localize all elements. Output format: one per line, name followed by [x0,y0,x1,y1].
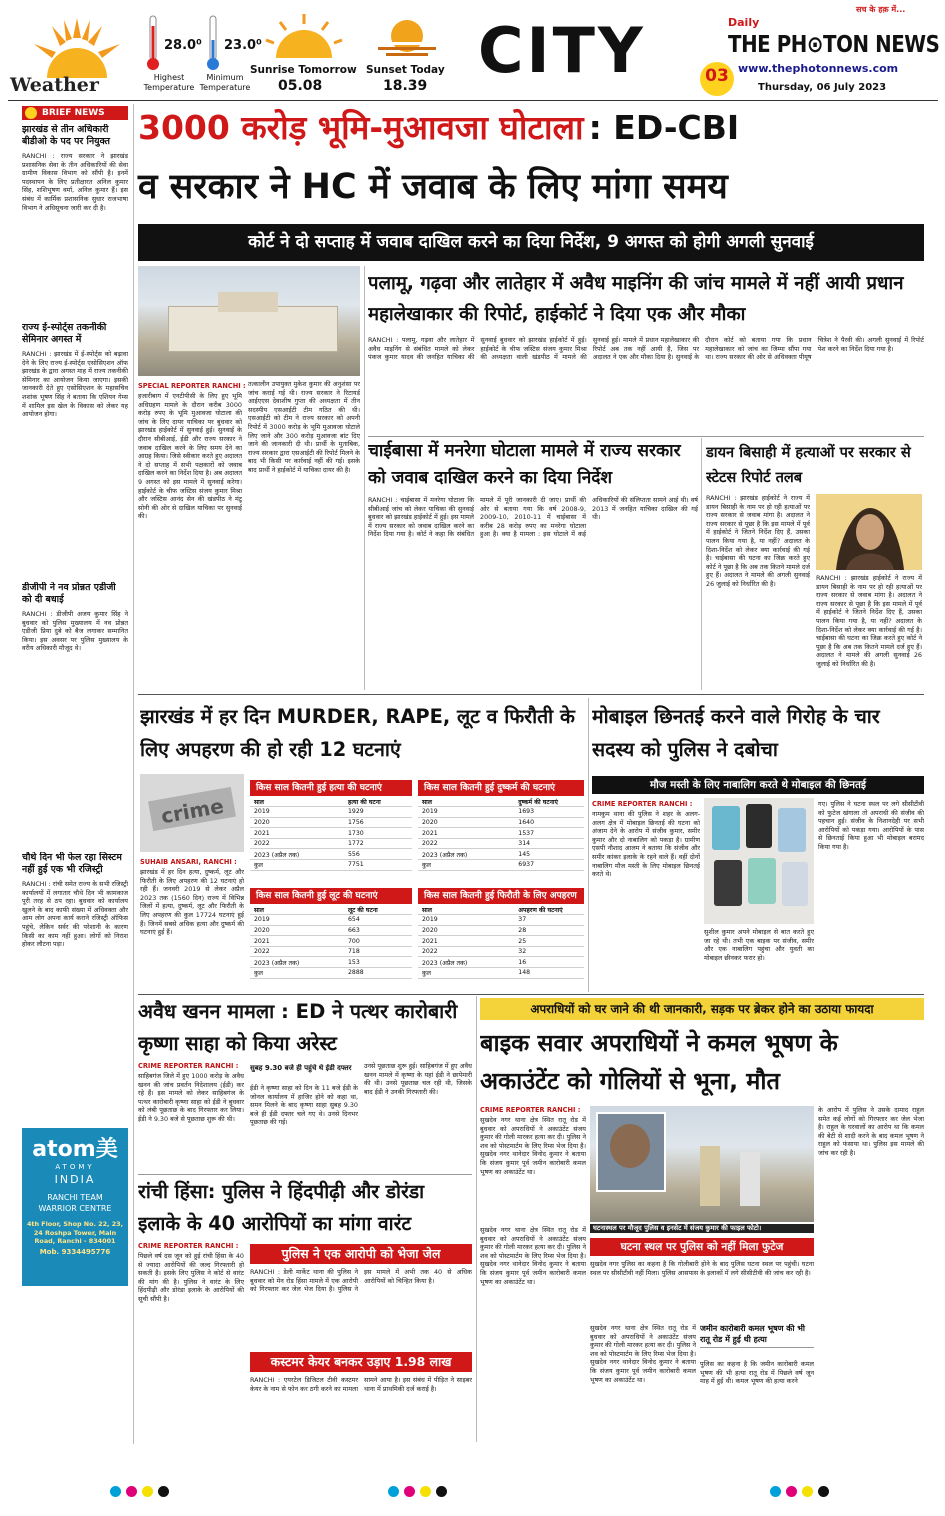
col-header: साल [418,904,514,915]
riot-text: पिछले वर्ष दस जून को हुई रांची हिंसा के 40 से ज्यादा आरोपियों की जल्द गिरफ्तारी हो सकती है। इसके लिए पुलिस ने कोर्ट से वारंट की मांग की है। पुलिस ने वारंट के लिए हिंदपीढ़ी और डोरंडा इलाके के आरोपियों की सूची सौंपी है। [138,1252,244,1303]
brief-news-label: BRIEF NEWS [22,106,128,120]
witch-text: RANCHI : झारखंड हाईकोर्ट ने राज्य में डायन बिसाही के नाम पर हो रही हत्याओं पर राज्य सरकार से जवाब मांगा है। अदालत ने राज्य सरकार से पूछा है कि इस मामले में पूर्व में हाईकोर्ट ने जितने निर्देश दिए हैं, उसका पालन किया गया है, या नहीं? अदालत के दिशा-निर्देश को लेकर क्या कार्रवाई की गई है। चाईबासा की घटना का जिक्र करते हुए कोर्ट ने पूछा है कि अब तक कितने मामले दर्ज हुए हैं। अदालत ने मामले की अगली सुनवाई 26 जुलाई को निर्धारित की है। [706,494,810,588]
cell: 2023 (अप्रैल तक) [418,957,514,968]
sidebar-divider [133,104,134,1444]
mnrega-text: RANCHI : चाईबासा में मनरेगा घोटाला कि सीबीआई जांच को लेकर याचिका की सुनवाई बुधवार को झारखंड हाईकोर्ट में हुई। इस मामले में राज्य सरकार को जवाब दाखिल करने का निर्देश दिया गया है। कोर्ट ने कहा कि संबंधित मामले में पूरी जानकारी दी जाए। प्रार्थी की ओर से बताया गया कि वर्ष 2008-9, 2009-10, 2010-11 में चाईबासा में करीब 28 करोड़ रुपए का मनरेगा घोटाला हुआ है। क्या है मामला : इस घोटाले में कई अधिकारियों की संलिप्तता सामने आई थी। वर्ष 2013 में जनहित याचिका दाखिल की गई थी। [368,496,698,539]
magenta-dot [126,1486,137,1497]
cell: 1640 [514,817,584,828]
low-temp: 23.0⁰ [224,38,262,53]
cell: 314 [514,838,584,849]
ad-mobile: Mob. 9334495776 [39,1247,111,1256]
brief-news-icon [25,107,37,119]
cell: 16 [514,957,584,968]
cell: 1730 [344,828,412,839]
cell: 25 [514,936,584,947]
sunset-time: 18.39 [383,78,428,94]
atomy-advertisement [22,1128,128,1286]
mnrega-divider [701,438,702,690]
stat-table-rape [418,780,584,884]
land-text: पुलिस का कहना है कि जमीन कारोबारी कमल भूषण की भी हत्या रातू रोड में पिछले वर्ष जून माह में हुई थी। कमल भूषण की हत्या करने [700,1360,814,1386]
brief-2-text: RANCHI : झारखंड में ई-स्पोर्ट्स को बढ़ावा देने के लिए राज्य ई-स्पोर्ट्स एसोसिएशन ऑफ झारखंड के द्वारा अगस्त माह में राज्य तकनीकी सेमिनार का आयोजन किया जाएगा। इसकी जानकारी देते हुए एसोसिएशन के महासचिव शशांक भूषण सिंह ने बताया कि एशियन गेम्स में शामिल इस खेल के विकास को लेकर यह आयोजन होगा। [22,350,128,419]
stat-table-loot [250,888,412,992]
cell: 2022 [250,946,344,957]
sidebar [22,104,128,1444]
cell: 2021 [250,828,344,839]
cell: 2022 [418,838,514,849]
sunset-label: Sunset Today [366,64,445,76]
high-temp-label: Highest Temperature [143,73,195,92]
lead-col-1: हजारीबाग में एनटीपीसी के लिए हुए भूमि अधिग्रहण मामले के दौरान करीब 3000 करोड़ रुपए के भूमि मुआवजा घोटाला की जांच के लिए दायर याचिका पर बुधवार को झारखंड हाईकोर्ट में सुनवाई हुई। सुनवाई के दौरान सीबीआई, ईडी और राज्य सरकार ने जवाब दाखिल करने के लिए समय देने का आग्रह किया। जिसे स्वीकार करते हुए अदालत ने दो सप्ताह में सभी पक्षकारों को जवाब दाखिल करने का निर्देश दिया है। अब अदालत 9 अगस्त को इस मामले में सुनवाई करेगा। हाईकोर्ट के चीफ जस्टिस संजय कुमार मिश्रा और जस्टिस आनंद सेन की खंडपीठ ने मंटू सोनी की ओर से दाखिल याचिका पर सुनवाई की। [138,392,242,521]
lead-col-2: तत्कालीन उपायुक्त मुकेश कुमार की अनुशंसा पर जांच कराई गई थी। राज्य सरकार ने रिटायर्ड आईएएस देवाशीष गुप्ता की अध्यक्षता में तीन सदस्यीय एसआईटी टीम गठित की थी। एसआईटी को टीम ने राज्य सरकार को अपनी रिपोर्ट में 3000 करोड़ के भूमि मुआवजा घोटाले लिए जाने और 300 करोड़ मुआवजा बांट दिए जाने की जानकारी दी थी। प्रार्थी के मुताबिक, राज्य सरकार द्वारा एसआईटी की रिपोर्ट मिलने के बाद भी किसी पर कार्रवाई नहीं की गई। इसके बाद प्रार्थी ने हाईकोर्ट में याचिका दायर की है। [248,380,360,474]
svg-text:crime: crime [159,793,226,829]
mobile-subhead: मौज मस्ती के लिए नाबालिग करते थे मोबाइल की छिनतई [592,776,924,794]
riot-byline: CRIME REPORTER RANCHI : [138,1242,239,1250]
ed-text-2: ईडी ने कृष्णा साहा को दिन के 11 बजे ईडी के जोनल कार्यालय में हाजिर होने को कहा था, समन मिलने के बाद कृष्णा साहा सुबह 9.30 बजे ही ईडी दफ्तर चले गए थे। उनसे दिनभर पूछताछ की गई। [250,1084,358,1127]
brief-3-headline: डीजीपी ने नव प्रोन्नत एडीजी को दी बधाई [22,582,116,605]
sunrise-icon [262,12,346,60]
mining-headline: पलामू, गढ़वा और लातेहार में अवैध माइनिंग की जांच मामले में नहीं आयी प्रधान महालेखाकार की रिपोर्ट, हाईकोर्ट ने दिया एक और मौका [368,273,904,325]
brief-4-text: RANCHI : रांची समेत राज्य के सभी रजिस्ट्री कार्यालयों में लगातार चौथे दिन भी कामकाज पूरी तरह से ठप रहा। बुधवार को कार्यालय खुलने के बाद काफी संख्या में अधिवक्ता और आम लोग अपना कार्य कराने रजिस्ट्री ऑफिस पहुंचे, लेकिन सर्वर की परेशानी के कारण किसी का काम नहीं हुआ। लोगों को निराश होकर लौटना पड़ा। [22,880,128,949]
mobile-text-2: गए। पुलिस ने घटना स्थल पर लगे सीसीटीवी को फुटेज खंगाला तो अपराधी की संजीव की पहचान हुई। संजीव के निशानदेही पर सभी आरोपियों को पकड़ा गया। आरोपियों के पास से छिनताई किया हुआ भी मोबाइल बरामद किया गया है। [818,800,924,851]
cyan-dot [770,1486,781,1497]
website: www.thephotonnews.com [738,62,899,75]
date: Thursday, 06 July 2023 [758,82,887,93]
cell: 7751 [344,860,412,871]
cell: कुल [250,860,344,871]
cell: 2020 [418,817,514,828]
col-header: अपहरण की घटनाएं [514,904,584,915]
cell: 153 [344,957,412,968]
daily-label: Daily [728,16,760,29]
cell: 2021 [250,936,344,947]
cell: 2019 [250,915,344,926]
stat-table-title: किस साल कितनी हुई फिरौती के लिए अपहरण [418,888,584,904]
masthead-divider [8,100,938,101]
shoot-headline: बाइक सवार अपराधियों ने कमल भूषण के अकाउंटेंट को गोलियों से भूना, मौत [480,1029,838,1095]
photo-caption: घटनास्थल पर मौजूद पुलिस व इनसेट में संजय कुमार की फाइल फोटो। [590,1224,814,1233]
cell: कुल [418,968,514,979]
shoot-banner: अपराधियों को घर जाने की थी जानकारी, सड़क पर ब्रेकर होने का उठाया फायदा [480,998,924,1020]
land-headline: जमीन कारोबारी कमल भूषण की भी रातू रोड में हुई थी हत्या [700,1324,814,1348]
cell: 2023 (अप्रैल तक) [418,849,514,860]
col-header: दुष्कर्म की घटनाएं [514,796,584,807]
cell: 2023 (अप्रैल तक) [250,849,344,860]
row-1-divider [138,694,924,695]
riot-jail-text: RANCHI : डेली मार्केट थाना की पुलिस ने बुधवार को मेन रोड हिंसा मामले में एक आरोपी को गिरफ्तार कर जेल भेज दिया है। पुलिस ने इस मामले में अभी तक 40 से अधिक आरोपियों को चिन्हित किया है। [250,1268,472,1294]
col-header: लूट की घटना [344,904,412,915]
section-title: CITY [478,14,646,87]
witch-text-cont: RANCHI : झारखंड हाईकोर्ट ने राज्य में डायन बिसाही के नाम पर हो रही हत्याओं पर राज्य सरकार से जवाब मांगा है। अदालत ने राज्य सरकार से पूछा है कि इस मामले में पूर्व में हाईकोर्ट ने जितने निर्देश दिए हैं, उसका पालन किया गया है, या नहीं? अदालत के दिशा-निर्देश को लेकर क्या कार्रवाई की गई है। चाईबासा की घटना का जिक्र करते हुए कोर्ट ने पूछा है कि अब तक कितने मामले दर्ज हुए हैं। अदालत ने मामले की अगली सुनवाई 26 जुलाई को निर्धारित की है। [816,574,922,668]
witch-headline: डायन बिसाही में हत्याओं पर सरकार से स्टेटस रिपोर्ट तलब [706,444,911,486]
page-number: 03 [705,66,729,86]
ed-text: साहिबगंज जिले में हुए 1000 करोड़ के अवैध खनन की जांच प्रवर्तन निदेशालय (ईडी) कर रहे हैं। इस मामले को लेकर साहिबगंज के पत्थर कारोबारी कृष्णा साहा को ईडी ने बुधवार को लंबी पूछताछ के बाद गिरफ्तार कर लिया। ईडी ने 9.30 बजे से पूछताछ शुरू की थी। [138,1072,244,1123]
shoot-text-2: के आरोप में पुलिस ने उसके दामाद राहुल समेत कई लोगों को गिरफ्तार कर जेल भेजा है। राहुल के घरवालों का आरोप था कि कमल की बेटी से शादी करने के बाद कमल भूषण ने राहुल को फंसाया था। पुलिस इस मामले की जांच कर रही है। [818,1106,924,1157]
lead-headline-line-1 [138,104,938,156]
stat-table [418,796,584,871]
ad-address: 4th Floor, Shop No. 22, 23, 24 Roshpa Tower, Main Road, Ranchi - 834001 [26,1220,124,1245]
crime-illustration [140,774,244,852]
ed-headline: अवैध खनन मामला : ED ने पत्थर कारोबारी कृष्णा साहा को किया अरेस्ट [138,1000,458,1055]
cell: 148 [514,968,584,979]
ed-text-3: उनसे पूछताछ शुरू हुई। साहिबगंज में हुए अवैध खनन मामले में कृष्णा के यहां ईडी ने छापेमारी की थी। उनसे पूछताछ चल रही थी, जिसके बाद ईडी ने उनकी गिरफ्तारी की। [364,1062,472,1096]
yellow-dot [142,1486,153,1497]
masthead [0,0,945,100]
cell: 2019 [418,915,514,926]
ad-team: RANCHI TEAM WARRIOR CENTRE [38,1193,112,1213]
cell: 2022 [250,838,344,849]
lead-building-photo [138,266,360,376]
sun-logo-icon [22,8,132,80]
cell: 654 [344,915,412,926]
shoot-text-cont: सुखदेव नगर थाना क्षेत्र स्थित रातू रोड में बुधवार को अपराधियों ने अकाउंटेंट संजय कुमार की गोली मारकर हत्या कर दी। पुलिस ने शव को पोस्टमार्टम के लिए रिम्स भेज दिया है। सुखदेव नगर थानेदार विनोद कुमार ने बताया कि संजय कुमार पूर्व जमीन कारोबारी कमल भूषण का अकाउंटेंट था। [480,1226,586,1286]
cell: 2023 (अप्रैल तक) [250,957,344,968]
cell: 718 [344,946,412,957]
cell: 1929 [344,807,412,818]
ad-sub: ATOMY [55,1163,95,1171]
tagline: सच के हक़ में... [856,5,906,14]
crime-divider [588,698,589,992]
cell: 6937 [514,860,584,871]
cell: 2020 [418,925,514,936]
mobile-byline: CRIME REPORTER RANCHI : [592,800,693,808]
shoot-byline: CRIME REPORTER RANCHI : [480,1106,581,1114]
weather-label: Weather [10,74,99,96]
crime-scene-photo [590,1106,814,1222]
stat-table-title: किस साल कितनी हुई लूट की घटनाएं [250,888,412,904]
lead-byline: SPECIAL REPORTER RANCHI : [138,382,246,390]
cell: 2022 [418,946,514,957]
cell: 2888 [344,968,412,979]
stat-table [250,796,412,871]
stat-table-title: किस साल कितनी हुई दुष्कर्म की घटनाएं [418,780,584,796]
cell: 2020 [250,817,344,828]
witch-illustration [816,494,922,570]
shoot-text: सुखदेव नगर थाना क्षेत्र स्थित रातू रोड में बुधवार को अपराधियों ने अकाउंटेंट संजय कुमार की गोली मारकर हत्या कर दी। पुलिस ने शव को पोस्टमार्टम के लिए रिम्स भेज दिया है। सुखदेव नगर थानेदार विनोद कुमार ने बताया कि संजय कुमार पूर्व जमीन कारोबारी कमल भूषण का अकाउंटेंट था। [480,1116,586,1176]
footage-headline: घटना स्थल पर पुलिस को नहीं मिला फुटेज [590,1238,814,1256]
paper-name: THE PH⊙TON NEWS [728,32,940,58]
col-header: साल [250,796,344,807]
mobile-caption: सुशील कुमार अपने मोबाइल से बात करते हुए जा रहे थी। तभी एक बाइक पर संजीव, समीर और एक नाबालिग पहुंचा और युवती का मोबाइल छीनकर फरार हो। [704,928,814,962]
stat-table-murder [250,780,412,884]
yellow-dot [802,1486,813,1497]
ed-quote: सुबह 9.30 बजे ही पहुंचे थे ईडी दफ्तर [250,1064,352,1072]
lead-subhead: कोर्ट ने दो सप्ताह में जवाब दाखिल करने का दिया निर्देश, 9 अगस्त को होगी अगली सुनवाई [138,224,924,261]
cell: 663 [344,925,412,936]
cell: कुल [250,968,344,979]
cell: 2020 [250,925,344,936]
cell: 1772 [344,838,412,849]
low-temp-label: Minimum Temperature [199,73,251,92]
brief-1-text: RANCHI : राज्य सरकार ने झारखंड प्रशासनिक सेवा के तीन अधिकारियों की सेवा ग्रामीण विकास विभाग को सौंपी है। इनमें पदस्थापन के लिए प्रतीक्षारत अनिल कुमार सिंह, शशिभूषण वर्मा, अनिल कुमार हैं। इस संबंध में कार्मिक प्रशासनिक सुधार राजभाषा विभाग ने अधिसूचना जारी कर दी है। [22,152,128,212]
cell: 2019 [250,807,344,818]
thermometer-low-icon [206,14,220,74]
mnrega-headline: चाईबासा में मनरेगा घोटाला मामले में राज्य सरकार को जवाब दाखिल करने का दिया निर्देश [368,441,681,488]
crime-byline: SUHAIB ANSARI, RANCHI : [140,858,237,866]
footage-text: सुखदेव नगर पुलिस का कहना है कि गोलीबारी होने के बाद पुलिस घटना स्थल पर पहुंची। घटना स्थल पर सीसीटीवी नहीं मिला। पुलिस आसपास के इलाकों में लगे सीसीटीवी की जांच कर रही है। [590,1260,814,1277]
lead-headline-line-2: व सरकार ने HC में जवाब के लिए मांगा समय [138,167,728,207]
col-header: साल [250,904,344,915]
cell: 32 [514,946,584,957]
cell: 145 [514,849,584,860]
brief-1-headline: झारखंड से तीन अधिकारी बीडीओ के पद पर नियुक्त [22,124,110,147]
thermometer-high-icon [146,14,160,74]
cell: 700 [344,936,412,947]
sunset-icon [372,14,442,60]
cyan-dot [110,1486,121,1497]
cell: 2019 [418,807,514,818]
crime-text: झारखंड में हर दिन हत्या, दुष्कर्म, लूट और फिरौती के लिए अपहरण की 12 घटनाएं हो रही हैं। जनवरी 2019 से लेकर अप्रैल 2023 तक (1560 दिन) राज्य में विभिन्न जिलों में हत्या, दुष्कर्म, लूट और फिरौती के लिए अपहरण की कुल 17724 घटनाएं हुई हैं। जिनमें सबसे अधिक हत्या और दुष्कर्म की घटनाएं हुई हैं। [140,868,244,937]
yellow-dot [420,1486,431,1497]
crime-headline: झारखंड में हर दिन MURDER, RAPE, लूट व फिरौती के लिए अपहरण की हो रही 12 घटनाएं [140,705,575,761]
stat-table [418,904,584,979]
ed-divider [138,1174,472,1175]
cell: 1537 [514,828,584,839]
black-dot [818,1486,829,1497]
black-dot [436,1486,447,1497]
sunrise-time: 05.08 [278,78,323,94]
stat-table [250,904,412,979]
seized-phones-photo [704,798,814,924]
row-2-divider [138,994,924,995]
cell: 2021 [418,936,514,947]
mining-text: RANCHI : पलामू, गढ़वा और लातेहार में अवैध माइनिंग से संबंधित मामले को लेकर पंकज कुमार यादव की जनहित याचिका की सुनवाई बुधवार को झारखंड हाईकोर्ट में हुई। हाईकोर्ट के चीफ जस्टिस संजय कुमार मिश्रा की अध्यक्षता वाली खंडपीठ में मामले की सुनवाई हुई। मामले में प्रधान महालेखाकार की रिपोर्ट अब तक नहीं आयी है, जिस पर अदालत ने एक और मौका दिया है। सुनवाई के दौरान कोर्ट को बताया गया कि प्रधान महालेखाकार को जांच का जिम्मा सौंपा गया था। राज्य सरकार की ओर से अधिवक्ता पीयूष चित्रेश ने पैरवी की। अगली सुनवाई में रिपोर्ट पेश करने का निर्देश दिया गया है। [368,336,924,362]
lead-divider [364,266,365,690]
riot-jail-headline: पुलिस ने एक आरोपी को भेजा जेल [250,1244,472,1264]
cell: 37 [514,915,584,926]
mobile-text: नामकुम थाना की पुलिस ने शहर के अलग-अलग क्षेत्र में मोबाइल छिनतई की घटना को अंजाम देने के आरोप में संजीव कुमार, समीर कुमार और दो नाबालिग को पकड़ा है। ग्रामीण एसपी नौशाद आलम ने बताया कि संजीव और समीर कांकर इलाके के रहने वाले हैं। वहीं दोनों नाबालिग मौज मस्ती के लिए मोबाइल छिनतई करते थे। [592,810,700,879]
stat-table-kidnap [418,888,584,992]
fraud-text: RANCHI : एयरटेल डिजिटल टीवी कस्टमर केयर के नाम से फोन कर ठगी करने का मामला सामने आया है। इस संबंध में पीड़ित ने साइबर थाना में प्राथमिकी दर्ज कराई है। [250,1376,472,1393]
sunrise-label: Sunrise Tomorrow [250,64,357,76]
ad-country: INDIA [54,1173,96,1186]
stat-table-title: किस साल कितनी हुई हत्या की घटनाएं [250,780,412,796]
ad-brand: atom美 [32,1137,118,1162]
fraud-headline: कस्टमर केयर बनकर उड़ाए 1.98 लाख [250,1352,472,1372]
shoot-text-col3: सुखदेव नगर थाना क्षेत्र स्थित रातू रोड में बुधवार को अपराधियों ने अकाउंटेंट संजय कुमार की गोली मारकर हत्या कर दी। पुलिस ने शव को पोस्टमार्टम के लिए रिम्स भेज दिया है। सुखदेव नगर थानेदार विनोद कुमार ने बताया कि संजय कुमार पूर्व जमीन कारोबारी कमल भूषण का अकाउंटेंट था। [590,1324,696,1384]
cell: 556 [344,849,412,860]
mobile-headline: मोबाइल छिनतई करने वाले गिरोह के चार सदस्य को पुलिस ने दबोचा [592,705,880,761]
lead-headline-1a: 3000 करोड़ भूमि-मुआवजा घोटाला [138,108,584,147]
ed-byline: CRIME REPORTER RANCHI : [138,1062,239,1070]
high-temp: 28.0⁰ [164,38,202,53]
col-header: हत्या की घटना [344,796,412,807]
cell: 28 [514,925,584,936]
magenta-dot [404,1486,415,1497]
cyan-dot [388,1486,399,1497]
brief-2-headline: राज्य ई-स्पोर्ट्स तकनीकी सेमिनार अगस्त में [22,322,107,345]
magenta-dot [786,1486,797,1497]
cell: 2021 [418,828,514,839]
brief-4-headline: चौथे दिन भी फेल रहा सिस्टम नहीं हुई एक भी रजिस्ट्री [22,852,122,875]
cell: 1756 [344,817,412,828]
color-registration-strip [0,1446,945,1516]
col-header: साल [418,796,514,807]
cell: कुल [418,860,514,871]
black-dot [158,1486,169,1497]
brief-3-text: RANCHI : डीजीपी अजय कुमार सिंह ने बुधवार को पुलिस मुख्यालय में नव प्रोन्नत एडीजी प्रिया दुबे को बैज लगाकर सम्मानित किया। इस अवसर पर पुलिस मुख्यालय के वरीय अधिकारी मौजूद थे। [22,610,128,653]
mining-divider [368,436,924,437]
riot-headline: रांची हिंसा: पुलिस ने हिंदपीढ़ी और डोरंडा इलाके के 40 आरोपियों का मांगा वारंट [138,1180,425,1235]
lead-headline-1b: : ED-CBI [588,108,740,147]
bottom-divider [476,996,477,1442]
cell: 1693 [514,807,584,818]
